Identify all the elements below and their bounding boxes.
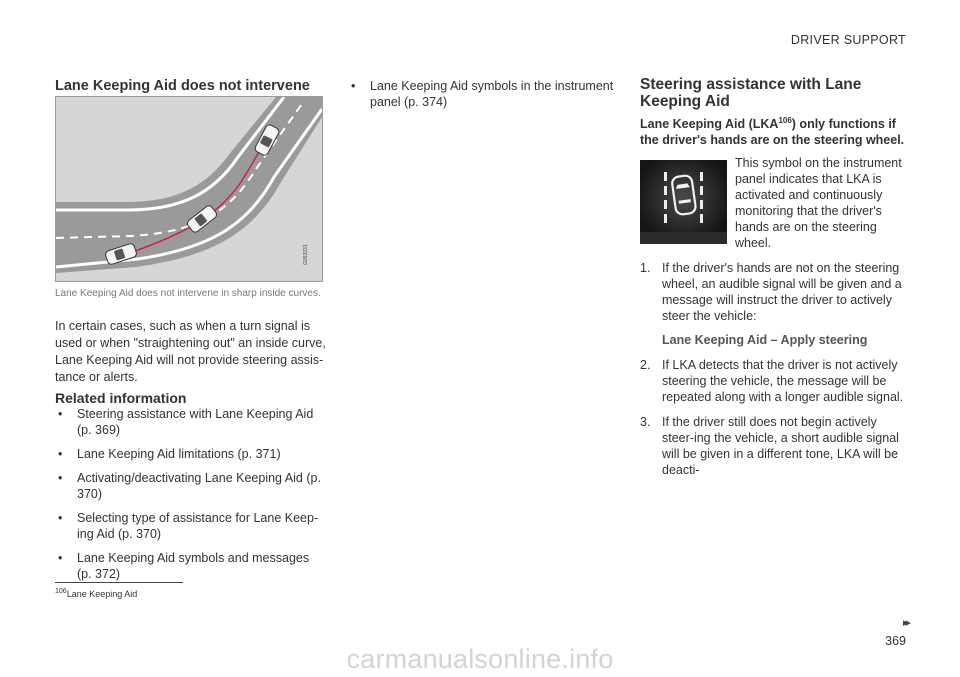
bullet-icon: • xyxy=(58,471,63,485)
intro-paragraph: Lane Keeping Aid (LKA$^{106}$) only functions if the driver's hands are on the steering wheel. xyxy=(640,116,905,148)
figure-code: G053231 xyxy=(303,244,309,265)
bullet-icon: • xyxy=(58,511,63,525)
step-number: 2. xyxy=(640,358,651,372)
footnote-text: Lane Keeping Aid xyxy=(66,589,138,599)
bullet-icon: • xyxy=(58,551,63,565)
page-number: 369 xyxy=(885,634,906,648)
step-text: If the driver's hands are not on the steering wheel, an audible signal will be given and a message will instruct the driver to actively steer the vehicle: xyxy=(662,261,902,323)
footnote xyxy=(55,588,137,599)
section-title-steering-assistance: Steering assistance with Lane Keeping Aid xyxy=(640,76,862,110)
related-link-limitations[interactable]: • Lane Keeping Aid limitations (p. 371) xyxy=(58,447,281,461)
step-1 xyxy=(640,260,912,348)
bullet-icon: • xyxy=(351,79,356,93)
related-info-title: Related information xyxy=(55,390,187,406)
related-link-steering-assistance[interactable]: • Steering assistance with Lane Keeping Aid (p. 369) xyxy=(58,407,314,437)
road-curve-illustration xyxy=(55,96,323,282)
step-3 xyxy=(640,414,912,478)
symbol-description: This symbol on the instrument panel indicates that LKA is activated and continuously monitoring that the driver's hands are on the steering wheel. xyxy=(735,156,902,250)
step-number: 3. xyxy=(640,415,651,429)
bullet-icon: • xyxy=(58,407,63,421)
steps-list xyxy=(640,260,912,487)
step-2 xyxy=(640,357,912,405)
step-text: If LKA detects that the driver is not actively steering the vehicle, the message will be repeated along with a longer audible signal. xyxy=(662,358,904,404)
bullet-icon: • xyxy=(58,447,63,461)
paragraph-certain-cases: In certain cases, such as when a turn signal is used or when "straightening out" an inside curve, Lane Keeping Aid will not provide steering assis-tance or alerts. xyxy=(55,319,326,384)
display-message: Lane Keeping Aid – Apply steering xyxy=(662,333,868,347)
next-page-icon[interactable]: ▸▸ xyxy=(902,617,908,629)
related-link-activating[interactable]: • Activating/deactivating Lane Keeping Aid (p. 370) xyxy=(58,471,321,501)
section-title-lka-not-intervene: Lane Keeping Aid does not intervene xyxy=(55,78,310,94)
figure-caption: Lane Keeping Aid does not intervene in sharp inside curves. xyxy=(55,288,321,299)
footnote-number: 106 xyxy=(55,588,67,595)
related-info-list-continued xyxy=(348,78,618,118)
related-link-symbols-messages[interactable]: • Lane Keeping Aid symbols and messages (p. 372) xyxy=(58,551,310,581)
related-info-list xyxy=(55,406,327,590)
lka-hands-symbol-icon xyxy=(640,160,727,244)
footnote-divider xyxy=(55,582,183,583)
step-number: 1. xyxy=(640,261,651,275)
step-text: If the driver still does not begin actively steer-ing the vehicle, a short audible signal will be given in a different tone, LKA will be deacti- xyxy=(662,415,899,477)
lka-symbol-image xyxy=(640,160,727,244)
section-header: DRIVER SUPPORT xyxy=(790,33,906,47)
road-curve-svg xyxy=(56,97,322,281)
watermark: carmanualsonline.info xyxy=(346,644,614,674)
footnote-ref[interactable]: 106 xyxy=(778,116,792,125)
related-link-selecting-type[interactable]: • Selecting type of assistance for Lane Keep-ing Aid (p. 370) xyxy=(58,511,319,541)
related-link-instrument-symbols[interactable]: • Lane Keeping Aid symbols in the instrument panel (p. 374) xyxy=(351,79,614,109)
